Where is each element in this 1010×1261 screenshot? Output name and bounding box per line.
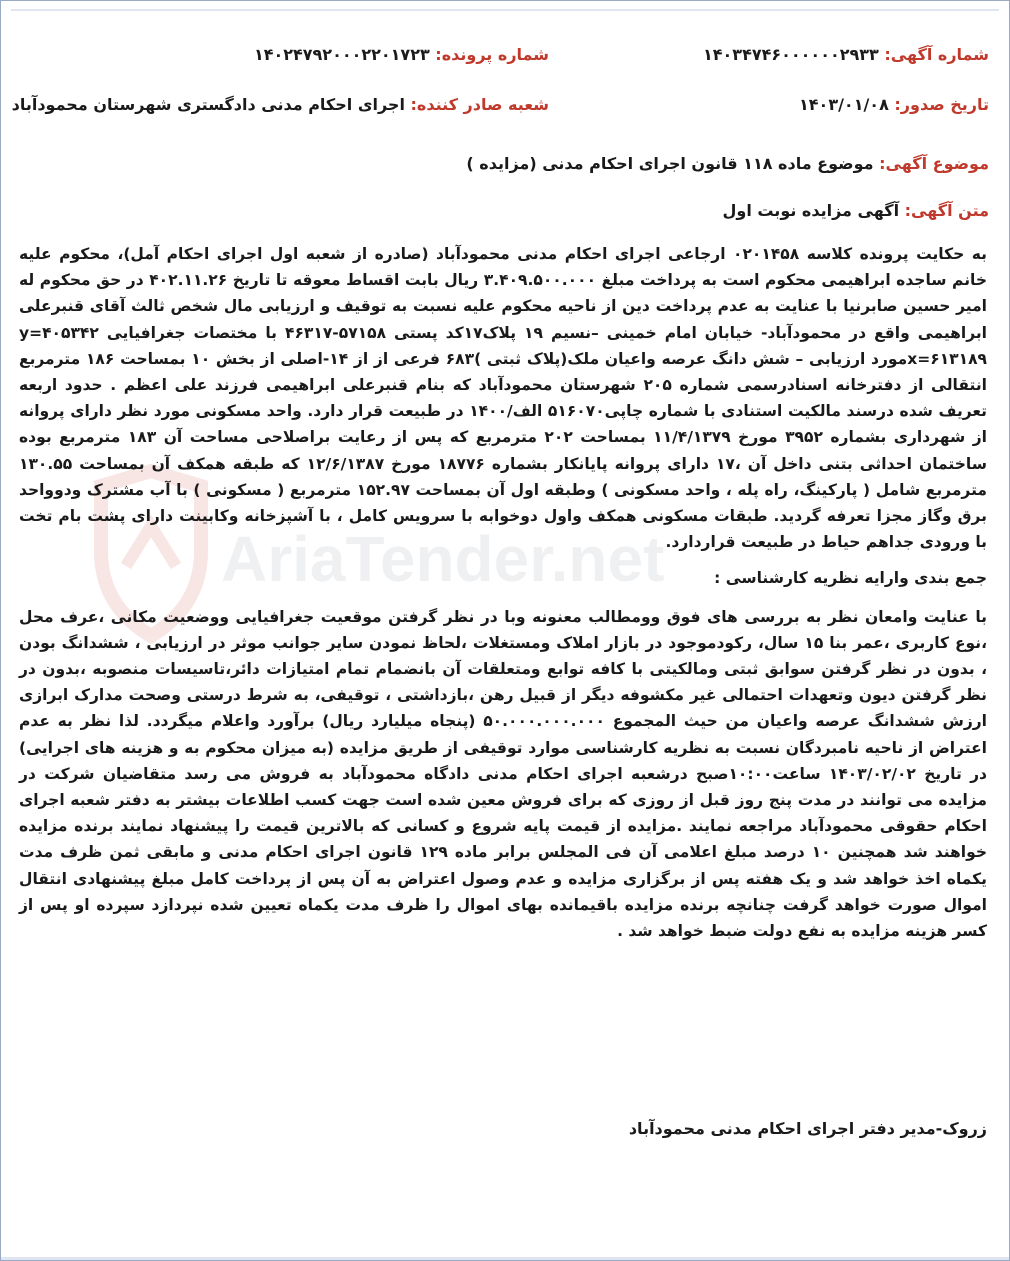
subject-label: موضوع آگهی: xyxy=(879,154,989,173)
ad-number xyxy=(703,45,989,64)
case-number xyxy=(254,45,549,64)
bottom-divider xyxy=(1,1257,1009,1260)
body-paragraph-1: به حکایت پرونده کلاسه ۰۲۰۱۴۵۸ ارجاعی اجرای احکام مدنی محمودآباد (صادره از شعبه اول اجرای احکام آمل)، محکوم علیه خانم ساجده ابراهیمی محکوم است به پرداخت مبلغ ۳.۴۰۹.۵۰۰.۰۰۰ ریال بابت اقساط معوقه تا تاریخ ۴۰۲.۱۱.۲۶ در حق محکوم له امیر حسین صابرنیا با عنایت به عدم پرداخت دین از ناحیه محکوم علیه نسبت به توقیف و ارزیابی مال شخص ثالث آقای قنبرعلی ابراهیمی واقع در محمودآباد- خیابان امام خمینی –نسیم ۱۹ پلاک۱۷کد پستی ۵۷۱۵۸-۴۶۳۱۷ با مختصات جغرافیایی y=۴۰۵۳۴۲ x=۶۱۳۱۸۹مورد ارزیابی – شش دانگ عرصه واعیان ملک(پلاک ثبتی )۶۸۳ فرعی از از ۱۴-اصلی از بخش ۱۰ بمساحت ۱۸۶ مترمربع انتقالی از دفترخانه اسنادرسمی شماره ۲۰۵ شهرستان محمودآباد که بنام قنبرعلی ابراهیمی فرزند علی اعظم . حدود اربعه تعریف شده درسند مالکیت استنادی با شماره چاپی۵۱۶۰۷۰ الف/۱۴۰۰ در طبیعت قرار دارد. واحد مسکونی مورد نظر دارای پروانه از شهرداری بشماره ۳۹۵۲ مورخ ۱۱/۴/۱۳۷۹ بمساحت ۲۰۲ مترمربع که پس از رعایت براصلاحی مساحت آن ۱۸۳ مترمربع بوده ساختمان احداثی بتنی داخل آن ،۱۷ دارای پروانه پایانکار بشماره ۱۸۷۷۶ مورخ ۱۲/۶/۱۳۸۷ که طبقه همکف آن بمساحت ۱۳۰.۵۵ مترمربع شامل ( پارکینگ، راه پله ، واحد مسکونی ) وطبقه اول آن بمساحت ۱۵۲.۹۷ مترمربع ( مسکونی ) با آب مشترک ودوواحد برق وگاز مجزا تعرفه گردید. طبقات مسکونی همکف واول دوخوابه با سرویس کامل ، با آشپزخانه وکابینت دارای پشت بام تخت با ورودی جداهم حیاط در طبیعت قراردارد. xyxy=(19,245,987,552)
watermark-text: AriaTender.net xyxy=(221,523,665,595)
body-label: متن آگهی: xyxy=(904,201,989,220)
issuing-branch-value: اجرای احکام مدنی دادگستری شهرستان محمودآباد xyxy=(11,95,405,114)
body-paragraph-2: با عنایت وامعان نظر به بررسی های فوق وومطالب معنونه وبا در نظر گرفتن موقعیت جغرافیایی ووضعیت مکانی ،عرف محل ،نوع کاربری ،عمر بنا ۱۵ سال، رکودموجود در بازار املاک ومستغلات ،لحاظ نمودن سایر جوانب موثر در ارزیابی ، ششدانگ بودن ، بدون در نظر گرفتن سوابق ثبتی ومالکیتی با کافه توابع ومتعلقات آن بانضمام تمام امتیازات دائر،تاسیسات منصوبه ،بدون در نظر گرفتن دیون وتعهدات احتمالی غیر مکشوفه دیگر از قبیل رهن ،بازداشتی ، توقیفی، به شرط درستی وصحت مدارک ابرازی ارزش ششدانگ عرصه واعیان من حیث المجموع ۵۰.۰۰۰.۰۰۰.۰۰۰ (پنجاه میلیارد ریال) برآورد واعلام میگردد. لذا نظر به عدم اعتراض از ناحیه نامبردگان نسبت به نظریه کارشناسی موارد توقیفی از طریق مزایده (به میزان محکوم به و هزینه های اجرایی) در تاریخ ۱۴۰۳/۰۲/۰۲ ساعت۱۰:۰۰صبح درشعبه اجرای احکام مدنی دادگاه محمودآباد به فروش می رسد متقاضیان شرکت در مزایده می توانند در مدت پنج روز قبل از روزی که برای فروش معین شده است جهت کسب اطلاعات بیشتر به دفتر شعبه اجرای احکام حقوقی محمودآباد مراجعه نمایند .مزایده از قیمت پایه شروع و کسانی که بالاترین قیمت را پیشنهاد نمایند برنده مزایده خواهند شد همچنین ۱۰ درصد مبلغ اعلامی آن فی المجلس برابر ماده ۱۲۹ قانون اجرای احکام مدنی و مابقی ثمن ظرف مدت یکماه اخذ خواهد شد و یک هفته پس از برگزاری مزایده و عدم وصول اعتراض به آن پس از پرداخت کامل مبلغ پیشنهادی انتقال اموال صورت خواهد گرفت چنانچه برنده مزایده باقیمانده بهای اموال را ظرف مدت یکماه تعیین شده نپردازد سپرده او پس از کسر هزینه مزایده به نفع دولت ضبط خواهد شد . xyxy=(19,607,988,941)
top-divider xyxy=(11,9,999,11)
subject-value: موضوع ماده ۱۱۸ قانون اجرای احکام مدنی (مزایده ) xyxy=(466,154,874,173)
ad-number-value: ۱۴۰۳۴۷۴۶۰۰۰۰۰۰۲۹۳۳ xyxy=(703,45,879,64)
expert-summary-heading: جمع بندی وارایه نظریه کارشناسی : xyxy=(714,569,987,588)
case-number-value: ۱۴۰۲۴۷۹۲۰۰۰۲۲۰۱۷۲۳ xyxy=(253,45,430,64)
notice-body-header xyxy=(722,201,989,220)
body-title: آگهی مزایده نوبت اول xyxy=(722,201,900,220)
issue-date xyxy=(799,95,989,114)
notice-subject xyxy=(466,154,989,173)
issue-date-value: ۱۴۰۳/۰۱/۰۸ xyxy=(799,95,889,114)
case-number-label: شماره پرونده: xyxy=(435,45,549,64)
signature: زروک-مدیر دفتر اجرای احکام مدنی محمودآباد xyxy=(628,1119,987,1138)
notice-body-text xyxy=(19,241,987,954)
issuing-branch xyxy=(12,95,549,114)
issuing-branch-label: شعبه صادر کننده: xyxy=(410,95,549,114)
issue-date-label: تاریخ صدور: xyxy=(894,95,989,114)
ad-number-label: شماره آگهی: xyxy=(884,45,989,64)
